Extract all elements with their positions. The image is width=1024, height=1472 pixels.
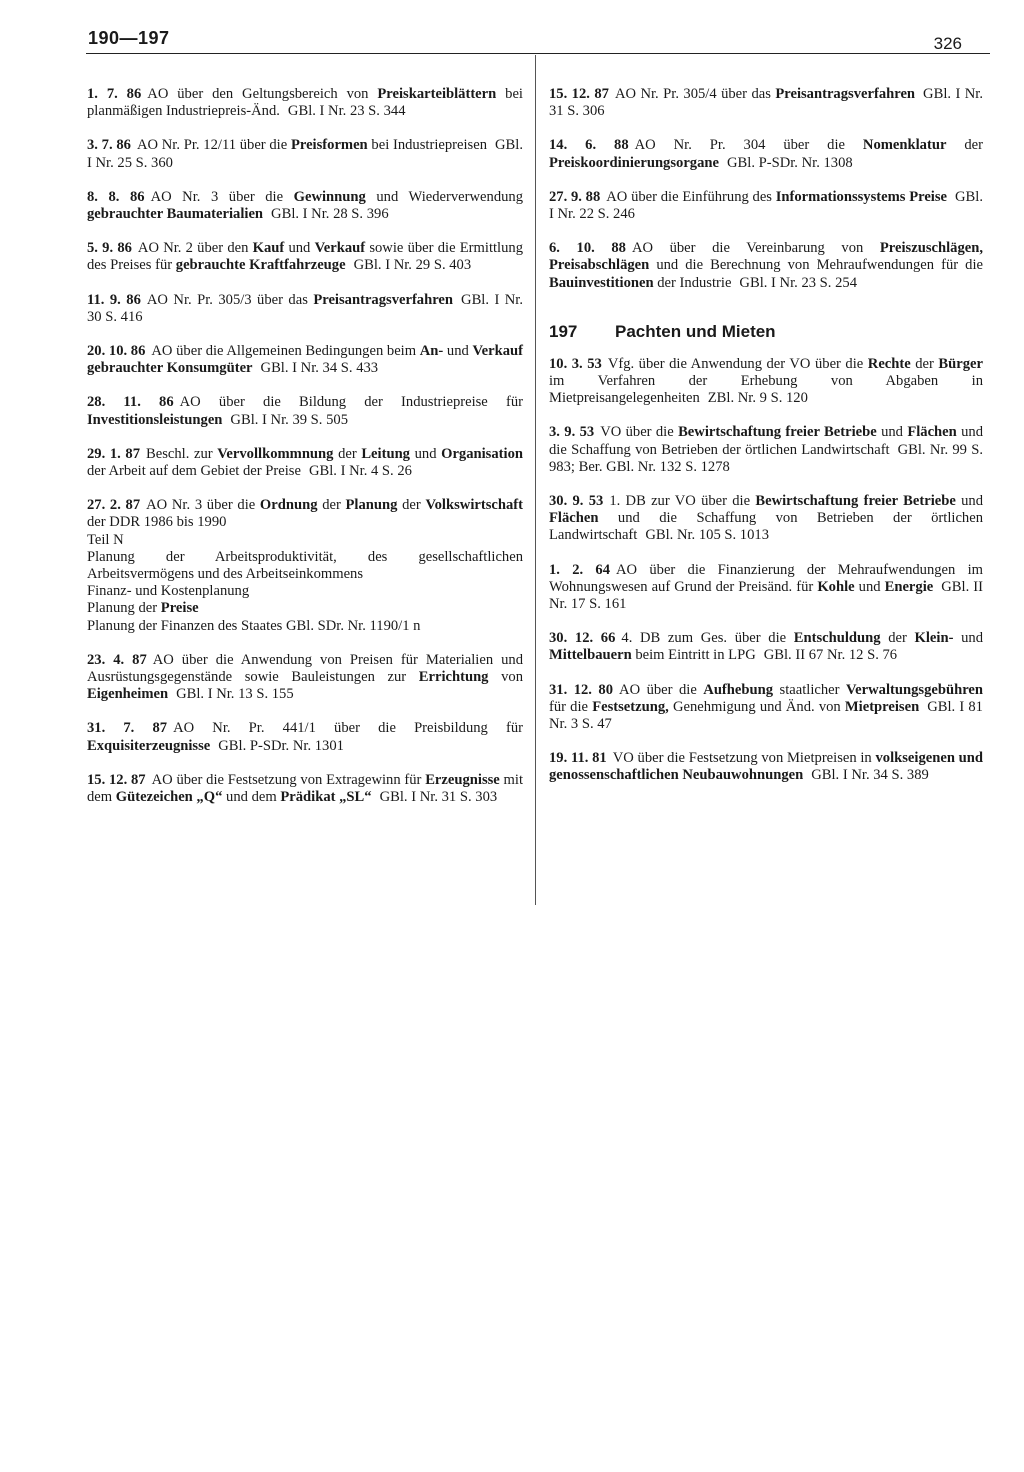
- bold-keyword: Flächen: [549, 510, 599, 527]
- bold-keyword: Preisantragsverfahren: [775, 86, 916, 102]
- regulation-entry: [87, 343, 523, 377]
- gazette-reference: GBl. II Nr. 17 S. 161: [549, 578, 983, 613]
- gazette-reference: GBl. I Nr. 31 S. 303: [379, 789, 498, 806]
- entry-text: der: [946, 137, 983, 154]
- bold-keyword: volkseigenen und genossenschaftlichen Neubauwohnungen: [549, 750, 983, 784]
- entry-text: AO über den Geltungsbereich von: [147, 86, 378, 102]
- bold-keyword: Vervollkommnung: [217, 445, 334, 462]
- entry-text: AO Nr. Pr. 305/4 über das: [614, 86, 776, 102]
- gazette-reference: GBl. I Nr. 34 S. 389: [811, 767, 929, 784]
- entry-date: 30. 12. 66: [549, 630, 616, 647]
- right-column-entries-bottom: [549, 356, 983, 785]
- right-column-entries-top: [549, 86, 983, 292]
- section-title: Pachten und Mieten: [615, 321, 776, 341]
- entry-subline: [87, 583, 523, 600]
- regulation-entry: [549, 137, 983, 171]
- section-number: 197: [549, 321, 578, 341]
- entry-text: mit dem: [87, 771, 524, 806]
- entry-text: VO über die: [600, 424, 679, 441]
- entry-date: 5. 9. 86: [87, 240, 132, 257]
- entry-text: der Arbeit auf dem Gebiet der Preise: [87, 463, 301, 480]
- gazette-reference: GBl. P-SDr. Nr. 1308: [727, 154, 853, 171]
- regulation-entry: [549, 682, 983, 734]
- entry-text: beim Eintritt in LPG: [631, 647, 756, 664]
- bold-keyword: gebrauchte Kraftfahrzeuge: [175, 257, 346, 274]
- entry-subline: [87, 549, 523, 583]
- bold-keyword: Preiszuschlägen, Preisabschlägen: [549, 240, 983, 274]
- entry-text: Planung der Finanzen des Staates GBl. SDr. Nr. 1190/1 n: [87, 617, 421, 634]
- entry-text: und Wiederverwendung: [365, 188, 524, 205]
- bold-keyword: Informationssystems Preise: [775, 188, 948, 205]
- bold-keyword: Ordnung: [259, 497, 318, 514]
- regulation-entry: [87, 497, 523, 635]
- entry-text: und dem: [222, 789, 281, 806]
- regulation-entry: [549, 424, 983, 476]
- left-column: [87, 86, 523, 823]
- entry-text: AO über die Anwendung von Preisen für Materialien und Ausrüstungsgegenstände sowie Bauleistungen zur: [87, 651, 524, 686]
- entry-text: Teil N: [87, 531, 124, 548]
- bold-keyword: Energie: [884, 578, 934, 595]
- entry-date: 15. 12. 87: [87, 771, 146, 788]
- bold-keyword: Gewinnung: [293, 188, 366, 205]
- entry-date: 10. 3. 53: [549, 355, 602, 372]
- entry-text: der: [397, 497, 426, 514]
- entry-date: 14. 6. 88: [549, 137, 629, 154]
- entry-text: VO über die Festsetzung von Mietpreisen in: [612, 750, 876, 767]
- entry-date: 6. 10. 88: [549, 240, 626, 257]
- entry-date: 27. 2. 87: [87, 497, 141, 514]
- entry-text: Planung der Arbeitsproduktivität, des gesellschaftlichen Arbeitsvermögens und des Arbeitseinkommens: [87, 548, 523, 583]
- entry-text: Vfg. über die Anwendung der VO über die: [607, 355, 868, 372]
- entry-text: und: [284, 240, 315, 257]
- entry-date: 20. 10. 86: [87, 343, 146, 360]
- regulation-entry: [87, 446, 523, 480]
- entry-date: 27. 9. 88: [549, 188, 601, 205]
- regulation-entry: [549, 240, 983, 292]
- entry-text: AO Nr. Pr. 12/11 über die: [136, 137, 291, 154]
- entry-text: bei Industriepreisen: [367, 137, 488, 154]
- entry-text: und die Schaffung von Betrieben der örtlichen Landwirtschaft: [549, 510, 983, 544]
- bold-keyword: Investitionsleistungen: [87, 411, 223, 428]
- entry-text: AO Nr. 2 über den: [137, 240, 253, 257]
- bold-keyword: Organisation: [441, 445, 523, 462]
- entry-text: und die Berechnung von Mehraufwendungen für die: [649, 257, 983, 274]
- entry-text: Genehmigung und Änd. von: [668, 698, 845, 715]
- entry-text: AO Nr. 3 über die: [146, 497, 260, 514]
- bold-keyword: Errichtung: [418, 669, 489, 686]
- bold-keyword: Preiskarteiblättern: [377, 86, 497, 102]
- gazette-reference: GBl. I Nr. 25 S. 360: [87, 137, 523, 171]
- entry-date: 31. 12. 80: [549, 681, 614, 698]
- gazette-reference: GBl. Nr. 105 S. 1013: [645, 527, 769, 544]
- bold-keyword: An-: [419, 343, 444, 360]
- bold-keyword: Mittelbauern: [549, 647, 632, 664]
- entry-text: sowie über die Ermittlung des Preises für: [87, 240, 524, 274]
- entry-text: und: [854, 578, 885, 595]
- bold-keyword: Bewirtschaftung freier Betriebe: [755, 493, 956, 510]
- entry-date: 19. 11. 81: [549, 750, 607, 767]
- gazette-reference: GBl. I Nr. 29 S. 403: [353, 257, 472, 274]
- gazette-reference: GBl. I Nr. 28 S. 396: [271, 206, 389, 223]
- entry-text: AO über die Allgemeinen Bedingungen beim: [151, 343, 420, 360]
- regulation-entry: [549, 630, 983, 664]
- entry-text: der DDR 1986 bis 1990: [87, 514, 227, 531]
- bold-keyword: Flächen: [907, 424, 957, 441]
- regulation-entry: [87, 720, 523, 754]
- entry-text: staatlicher: [773, 681, 846, 698]
- entry-text: der: [880, 630, 915, 647]
- bold-keyword: Festsetzung,: [592, 698, 669, 715]
- gazette-reference: GBl. II 67 Nr. 12 S. 76: [763, 647, 898, 664]
- entry-text: für die: [549, 698, 593, 715]
- bold-keyword: Preiskoordinierungsorgane: [549, 154, 719, 171]
- entry-subline: [87, 600, 523, 617]
- entry-text: AO Nr. Pr. 304 über die: [634, 137, 863, 154]
- regulation-entry: [87, 189, 523, 223]
- entry-text: Beschl. zur: [146, 445, 218, 462]
- bold-keyword: Bauinvestitionen: [549, 274, 654, 291]
- entry-date: 3. 7. 86: [87, 137, 131, 154]
- entry-date: 3. 9. 53: [549, 424, 595, 441]
- entry-date: 11. 9. 86: [87, 291, 141, 308]
- entry-date: 15. 12. 87: [549, 86, 609, 102]
- regulation-entry: [549, 750, 983, 784]
- entry-text: AO über die Bildung der Industriepreise für: [179, 394, 523, 411]
- regulation-entry: [87, 394, 523, 428]
- entry-text: der Industrie: [653, 274, 732, 291]
- regulation-entry: [87, 137, 523, 171]
- regulation-entry: [87, 240, 523, 274]
- bold-keyword: Erzeugnisse: [425, 771, 500, 788]
- regulation-entry: [549, 189, 983, 223]
- gazette-reference: GBl. I Nr. 4 S. 26: [308, 463, 412, 480]
- bold-keyword: Mietpreisen: [844, 698, 920, 715]
- bold-keyword: gebrauchter Baumaterialien: [87, 206, 264, 223]
- entry-text: Finanz- und Kostenplanung: [87, 583, 250, 600]
- entry-text: der: [910, 355, 939, 372]
- bold-keyword: Verkauf: [314, 240, 366, 257]
- entry-date: 23. 4. 87: [87, 651, 147, 668]
- entry-text: und die Schaffung von Betrieben der örtlichen Landwirtschaft: [549, 424, 984, 458]
- entry-date: 31. 7. 87: [87, 720, 168, 737]
- entry-date: 8. 8. 86: [87, 188, 145, 205]
- entry-date: 28. 11. 86: [87, 394, 174, 411]
- gazette-reference: GBl. I Nr. 22 S. 246: [549, 188, 983, 223]
- bold-keyword: Kohle: [817, 578, 855, 595]
- entry-text: AO über die Finanzierung der Mehraufwendungen im Wohnungswesen auf Grund der Preisänd. für: [549, 561, 983, 595]
- gazette-reference: GBl. I Nr. 34 S. 433: [260, 360, 379, 377]
- regulation-entry: [87, 86, 523, 120]
- regulation-entry: [87, 292, 523, 326]
- entry-text: AO über die Einführung des: [606, 188, 776, 205]
- column-divider: [535, 55, 536, 905]
- entry-subline: [87, 532, 523, 549]
- entry-text: 4. DB zum Ges. über die: [621, 630, 794, 647]
- entry-text: und: [955, 493, 984, 510]
- gazette-reference: GBl. Nr. 99 S. 983; Ber. GBl. Nr. 132 S. 1278: [549, 441, 983, 475]
- gazette-reference: GBl. I Nr. 39 S. 505: [230, 411, 348, 428]
- bold-keyword: Leitung: [361, 445, 410, 462]
- bold-keyword: Exquisiterzeugnisse: [87, 737, 211, 754]
- entry-text: im Verfahren der Erhebung von Abgaben in Mietpreisangelegenheiten: [549, 373, 983, 407]
- entry-text: AO über die: [619, 681, 704, 698]
- entry-text: der: [317, 497, 346, 514]
- gazette-reference: GBl. I Nr. 23 S. 344: [287, 103, 406, 120]
- entry-date: 30. 9. 53: [549, 493, 604, 510]
- right-column: [549, 86, 983, 802]
- gazette-reference: GBl. I Nr. 23 S. 254: [739, 274, 857, 291]
- entry-date: 29. 1. 87: [87, 445, 140, 462]
- bold-keyword: Nomenklatur: [862, 137, 947, 154]
- entry-text: und: [443, 343, 473, 360]
- gazette-reference: GBl. I Nr. 31 S. 306: [549, 86, 983, 120]
- bold-keyword: Verkauf gebrauchter Konsumgüter: [87, 343, 523, 377]
- gazette-reference: GBl. I 81 Nr. 3 S. 47: [549, 698, 983, 733]
- bold-keyword: Gütezeichen „Q“: [115, 789, 223, 806]
- regulation-entry: [549, 493, 983, 545]
- regulation-entry: [87, 652, 523, 704]
- header-rule: [86, 53, 990, 54]
- entry-text: Planung der: [87, 600, 161, 617]
- entry-date: 1. 7. 86: [87, 86, 142, 102]
- regulation-entry: [87, 772, 523, 806]
- bold-keyword: Preise: [160, 600, 199, 617]
- bold-keyword: Klein-: [914, 630, 954, 647]
- regulation-entry: [549, 562, 983, 614]
- entry-text: und: [876, 424, 908, 441]
- entry-text: und: [953, 630, 983, 647]
- gazette-reference: GBl. I Nr. 30 S. 416: [87, 291, 523, 325]
- entry-text: der: [333, 445, 362, 462]
- entry-text: AO Nr. 3 über die: [150, 188, 294, 205]
- regulation-entry: [549, 86, 983, 120]
- gazette-reference: GBl. I Nr. 13 S. 155: [176, 686, 294, 703]
- page-range-header: 190—197: [88, 28, 170, 48]
- gazette-reference: GBl. P-SDr. Nr. 1301: [218, 737, 344, 754]
- bold-keyword: Preisantragsverfahren: [313, 291, 454, 308]
- regulation-entry: [549, 356, 983, 408]
- bold-keyword: Prädikat „SL“: [280, 789, 372, 806]
- entry-date: 1. 2. 64: [549, 561, 611, 578]
- entry-text: bei planmäßigen Industriepreis-Änd.: [87, 86, 523, 120]
- page-number: 326: [933, 34, 962, 53]
- bold-keyword: Bewirtschaftung freier Betriebe: [678, 424, 877, 441]
- bold-keyword: Kauf: [252, 240, 285, 257]
- entry-subline: [87, 618, 523, 635]
- bold-keyword: Planung: [345, 497, 398, 514]
- bold-keyword: Eigenheimen: [87, 686, 169, 703]
- gazette-reference: ZBl. Nr. 9 S. 120: [707, 390, 808, 407]
- entry-text: AO über die Vereinbarung von: [631, 240, 880, 257]
- bold-keyword: Bürger: [938, 355, 983, 372]
- bold-keyword: Verwaltungsgebühren: [845, 681, 983, 698]
- bold-keyword: Preisformen: [290, 137, 368, 154]
- bold-keyword: Volkswirtschaft: [425, 497, 524, 514]
- entry-text: AO Nr. Pr. 305/3 über das: [146, 291, 314, 308]
- entry-text: 1. DB zur VO über die: [609, 493, 756, 510]
- bold-keyword: Rechte: [867, 355, 911, 372]
- entry-text: und: [409, 445, 442, 462]
- bold-keyword: Entschuldung: [793, 630, 881, 647]
- bold-keyword: Aufhebung: [703, 681, 774, 698]
- section-heading: [549, 322, 983, 342]
- entry-text: von: [488, 669, 523, 686]
- entry-text: AO über die Festsetzung von Extragewinn für: [151, 771, 426, 788]
- entry-text: AO Nr. Pr. 441/1 über die Preisbildung für: [173, 720, 524, 737]
